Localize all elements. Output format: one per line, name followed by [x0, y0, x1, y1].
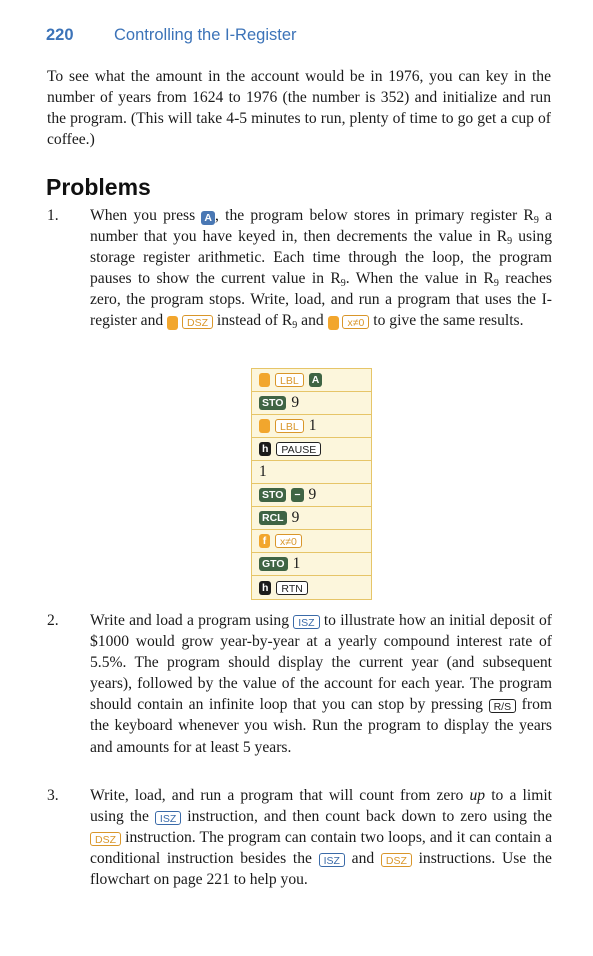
key-a-icon: A	[309, 373, 323, 387]
problem-text	[90, 785, 552, 890]
key-f-icon: f	[167, 316, 178, 330]
key-gto-icon: GTO	[259, 557, 288, 571]
text-run: and	[297, 312, 324, 330]
program-arg: 9	[308, 486, 317, 503]
text-run: . When the value in R	[345, 270, 494, 288]
program-row	[252, 392, 371, 415]
text-run: When you press	[90, 207, 196, 224]
key-rcl-icon: RCL	[259, 511, 287, 525]
problem-1	[47, 205, 552, 332]
subscript: 9	[533, 215, 539, 226]
key-x-ne-0-icon: x≠0	[342, 315, 369, 329]
key-h-icon: h	[259, 581, 271, 595]
key-h-icon: h	[259, 442, 271, 456]
key-sto-icon: STO	[259, 396, 286, 410]
program-listing	[251, 368, 372, 600]
intro-paragraph: To see what the amount in the account would be in 1976, you can key in the number of years from 1624 to 1976 (the number is 352) and initialize and run the program. (This will take 4-5 minutes to run, plenty of time to go get a cup of coffee.)	[47, 68, 551, 148]
key-isz-icon: ISZ	[319, 853, 345, 867]
program-arg: 9	[291, 509, 300, 526]
text-run: to a limit using the	[90, 787, 552, 826]
program-row	[252, 507, 371, 530]
program-row	[252, 553, 371, 576]
problem-text	[90, 205, 552, 332]
program-row	[252, 576, 371, 599]
program-row	[252, 438, 371, 461]
chapter-title: Controlling the I-Register	[114, 26, 297, 44]
page-number: 220	[46, 26, 74, 44]
text-run: using storage register arithmetic. Each time through the loop, the program pauses to show the current value in R	[90, 228, 552, 288]
problem-number: 2.	[47, 612, 59, 629]
text-run: from the keyboard whenever you wish. Run the program to display the years and amounts for at least 5 years.	[90, 696, 552, 756]
program-arg: 1	[259, 463, 267, 480]
key-minus-icon: −	[291, 488, 303, 502]
program-row	[252, 530, 371, 553]
program-row	[252, 415, 371, 438]
program-arg: 1	[292, 555, 301, 572]
key-f-icon: f	[259, 419, 270, 433]
program-row	[252, 369, 371, 392]
subscript: 9	[340, 278, 346, 290]
subscript: 9	[493, 278, 499, 290]
key-lbl-icon: LBL	[275, 373, 304, 387]
text-run: instructions. Use the flowchart on page 221 to help you.	[90, 850, 552, 889]
text-run: to illustrate how an initial deposit of $1000 would grow year-by-year at a yearly compound interest rate of 5.5%. The program should display the current year (and subsequent years), followed by the value of the account for each year. The program should contain an infinite loop that you can stop by pressing	[90, 612, 552, 714]
program-row	[252, 461, 371, 484]
program-arg: 9	[291, 394, 300, 411]
text-run: , the program below stores in primary register R	[215, 207, 534, 224]
text-run: reaches zero, the program stops. Write, load, and run a program that uses the I-register and	[90, 270, 552, 330]
key-a-icon: A	[201, 211, 215, 225]
text-run: to give the same results.	[369, 312, 524, 330]
key-dsz-icon: DSZ	[381, 853, 412, 867]
problem-number: 3.	[47, 787, 59, 804]
key-rs-icon: R/S	[489, 699, 517, 713]
page-header	[46, 26, 297, 45]
text-run: and	[344, 850, 375, 868]
key-sto-icon: STO	[259, 488, 286, 502]
text-run: instruction, and then count back down to zero using the	[181, 808, 552, 826]
key-f-icon: f	[259, 373, 270, 387]
emphasis: up	[469, 787, 486, 804]
section-heading: Problems	[46, 174, 151, 200]
text-run: Write, load, and run a program that will count from zero	[90, 787, 464, 804]
text-run: instruction. The program can contain two loops, and it can contain a conditional instruction besides the	[90, 829, 552, 868]
subscript: 9	[507, 236, 513, 248]
key-f-icon: f	[328, 316, 339, 330]
key-f-icon: f	[259, 534, 270, 548]
key-dsz-icon: DSZ	[90, 832, 121, 846]
key-isz-icon: ISZ	[293, 615, 319, 629]
text-run: Write and load a program using	[90, 612, 289, 629]
key-lbl-icon: LBL	[275, 419, 304, 433]
problem-number: 1.	[47, 207, 59, 224]
program-arg: 1	[308, 417, 317, 434]
problem-text	[90, 610, 552, 758]
key-x-ne-0-icon: x≠0	[275, 534, 302, 548]
problem-2	[47, 610, 552, 758]
key-isz-icon: ISZ	[155, 811, 181, 825]
program-row	[252, 484, 371, 507]
problem-3	[47, 785, 552, 890]
text-run: a number that you have keyed in, then decrements the value in R	[90, 207, 553, 246]
key-pause-icon: PAUSE	[276, 442, 321, 456]
key-rtn-icon: RTN	[276, 581, 307, 595]
subscript: 9	[292, 320, 298, 332]
text-run: instead of R	[216, 312, 293, 330]
key-dsz-icon: DSZ	[182, 315, 213, 329]
